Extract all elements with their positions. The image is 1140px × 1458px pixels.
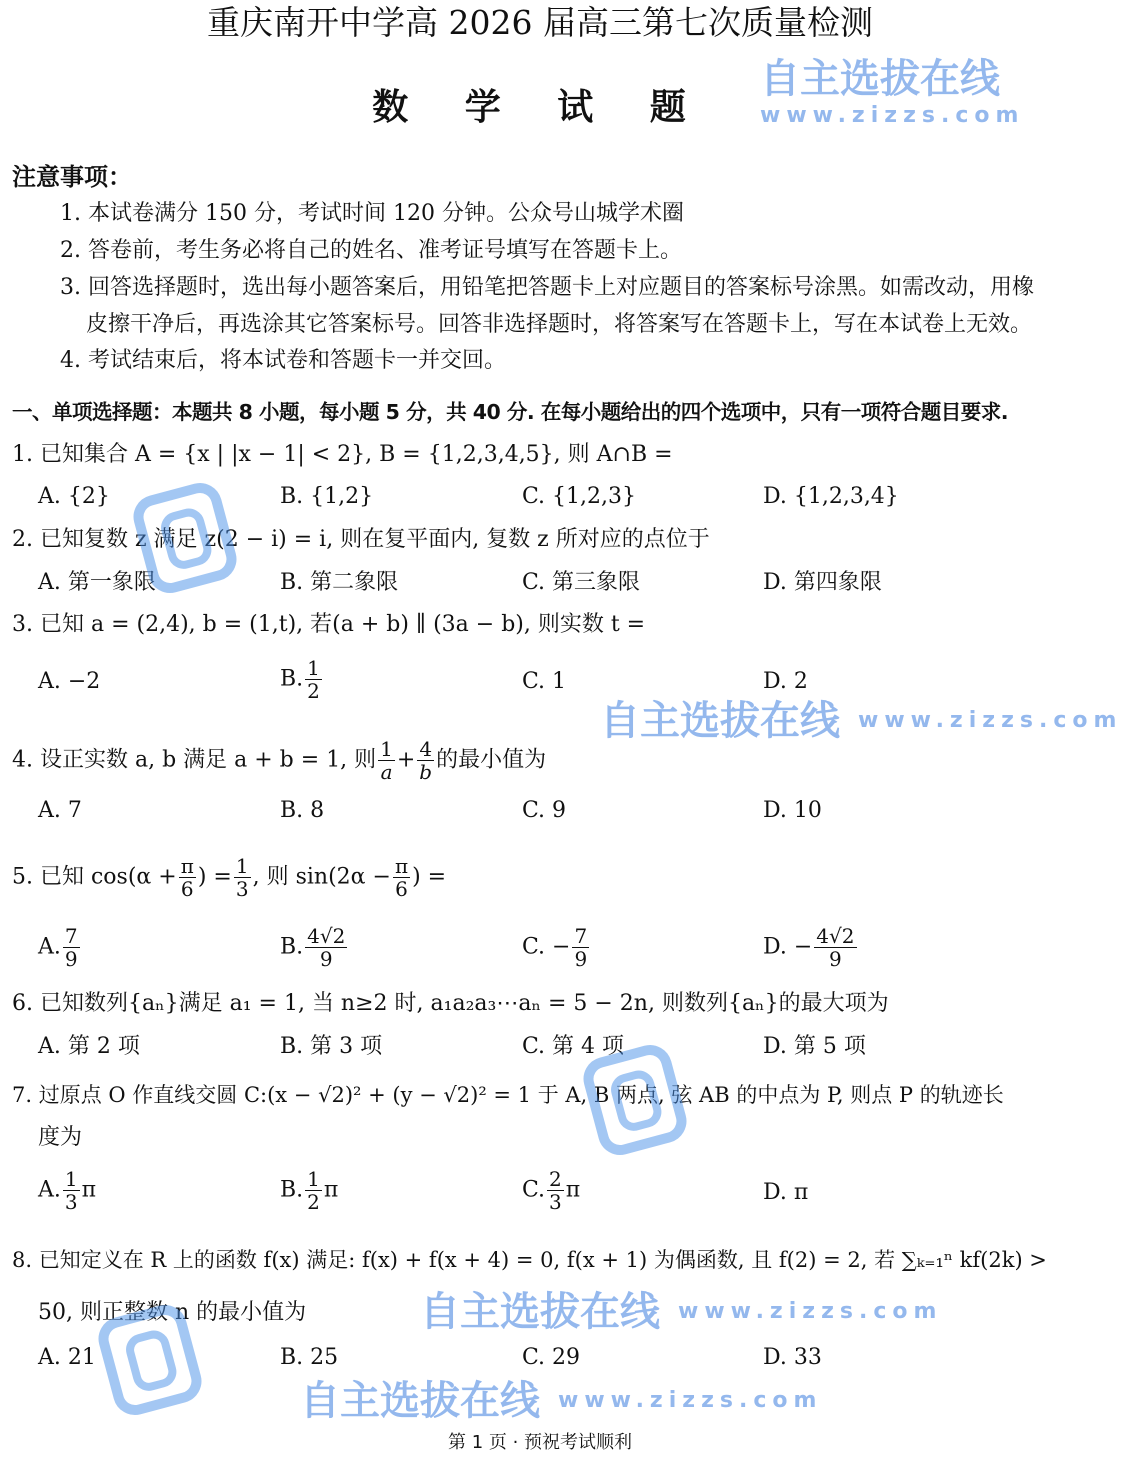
denominator: 3 — [64, 1190, 78, 1214]
fraction — [63, 1168, 80, 1213]
denominator: 6 — [180, 877, 194, 901]
notice-item: 皮擦干净后，再选涂其它答案标号。回答非选择题时，将答案写在答题卡上，写在本试卷上无效。 — [86, 312, 1033, 337]
watermark-url: www.zizzs.com — [858, 708, 1123, 733]
sign: − — [552, 934, 571, 960]
question-5 — [12, 855, 446, 900]
option-label: A. — [38, 934, 61, 960]
stem-text: ) = — [197, 864, 232, 890]
fraction — [305, 657, 322, 702]
option-c: C. 第三象限 — [522, 570, 641, 595]
option-a — [38, 1168, 96, 1213]
notice-item: 2. 答卷前，考生务必将自己的姓名、准考证号填写在答题卡上。 — [60, 238, 682, 263]
fraction — [378, 738, 395, 783]
denominator: 9 — [319, 947, 333, 971]
option-c — [522, 1168, 580, 1213]
stem-text: 5. 已知 cos(α + — [12, 864, 177, 890]
question-2: 2. 已知复数 z 满足 z(2 − i) = i, 则在复平面内, 复数 z 所对应的点位于 — [12, 527, 710, 552]
denominator: a — [380, 760, 393, 784]
option-c — [522, 925, 591, 970]
watermark-text: 自主选拔在线 — [420, 1289, 660, 1335]
notice-heading: 注意事项： — [12, 163, 132, 191]
option-b: B. 8 — [280, 798, 325, 823]
option-d: D. 第四象限 — [763, 570, 882, 595]
watermark-text: 自主选拔在线 — [600, 698, 840, 744]
page-footer: 第 1 页 · 预祝考试顺利 — [447, 1432, 633, 1453]
option-c: C. 29 — [522, 1345, 581, 1370]
watermark — [760, 56, 1024, 130]
operator: + — [396, 747, 416, 773]
question-7: 7. 过原点 O 作直线交圆 C:(x − √2)² + (y − √2)² = 1 于 A, B 两点, 弦 AB 的中点为 P, 则点 P 的轨迹长 — [12, 1083, 1004, 1107]
option-d: D. 33 — [763, 1345, 822, 1370]
denominator: b — [419, 760, 433, 784]
option-a: A. 第 2 项 — [38, 1034, 140, 1059]
numerator: 1 — [235, 854, 249, 878]
option-b: B. 第 3 项 — [280, 1034, 383, 1059]
numerator: 7 — [574, 924, 588, 948]
option-c: C. 1 — [522, 669, 567, 694]
option-a: A. 7 — [38, 798, 82, 823]
option-d: D. {1,2,3,4} — [763, 484, 899, 509]
option-b: B. 25 — [280, 1345, 339, 1370]
numerator: 1 — [307, 656, 320, 680]
question-1: 1. 已知集合 A = {x | |x − 1| < 2}, B = {1,2,3,4,5}, 则 A∩B = — [12, 442, 673, 467]
watermark — [420, 1289, 960, 1335]
option-d: D. 10 — [763, 798, 822, 823]
numerator: π — [394, 854, 409, 878]
option-d: D. π — [763, 1180, 809, 1205]
pi: π — [565, 1177, 581, 1203]
option-a: A. 第一象限 — [38, 570, 156, 595]
fraction — [814, 925, 856, 970]
fraction — [305, 925, 347, 970]
stem-text: ) = — [412, 864, 447, 890]
watermark — [600, 698, 1140, 744]
denominator: 2 — [307, 1190, 320, 1214]
denominator: 9 — [574, 947, 588, 971]
numerator: 1 — [307, 1167, 320, 1191]
denominator: 6 — [395, 877, 408, 901]
denominator: 3 — [235, 877, 249, 901]
sign: − — [793, 934, 813, 960]
watermark-text: 自主选拔在线 — [300, 1378, 540, 1424]
denominator: 2 — [307, 679, 320, 703]
fraction — [393, 855, 410, 900]
option-d — [763, 925, 859, 970]
subject-title: 数 学 试 题 — [372, 86, 708, 128]
option-c: C. 9 — [522, 798, 567, 823]
denominator: 9 — [829, 947, 842, 971]
numerator: 4√2 — [307, 924, 346, 948]
pi: π — [323, 1177, 339, 1203]
question-7-cont: 度为 — [38, 1125, 83, 1150]
notice-item: 4. 考试结束后，将本试卷和答题卡一并交回。 — [60, 348, 506, 373]
fraction — [179, 855, 196, 900]
fraction — [305, 1168, 322, 1213]
section-heading: 一、单项选择题：本题共 8 小题，每小题 5 分，共 40 分. 在每小题给出的四个选项中，只有一项符合题目要求. — [12, 400, 1009, 424]
option-label: B. — [280, 1177, 304, 1203]
option-b — [280, 925, 349, 970]
watermark-url: www.zizzs.com — [558, 1388, 823, 1413]
numerator: 1 — [64, 1167, 78, 1191]
option-label: C. — [522, 1177, 546, 1203]
question-8-cont: 50, 则正整数 n 的最小值为 — [38, 1300, 307, 1325]
option-c: C. {1,2,3} — [522, 484, 637, 509]
numerator: 7 — [64, 924, 78, 948]
fraction — [63, 925, 80, 970]
watermark-text: 自主选拔在线 — [760, 56, 1000, 102]
option-label: B. — [280, 934, 304, 960]
question-8: 8. 已知定义在 R 上的函数 f(x) 满足: f(x) + f(x + 4) = 0, f(x + 1) 为偶函数, 且 f(2) = 2, 若 ∑ₖ₌₁ⁿ kf(2k) > — [12, 1248, 1047, 1272]
stem-text: , 则 sin(2α − — [252, 864, 391, 890]
option-c: C. 第 4 项 — [522, 1034, 625, 1059]
notice-item: 3. 回答选择题时，选出每小题答案后，用铅笔把答题卡上对应题目的答案标号涂黑。如需改动，用橡 — [60, 275, 1034, 300]
numerator: 1 — [380, 737, 393, 761]
option-d: D. 第 5 项 — [763, 1034, 866, 1059]
watermark-url: www.zizzs.com — [760, 103, 1025, 128]
denominator: 3 — [549, 1190, 562, 1214]
exam-title: 重庆南开中学高 2026 届高三第七次质量检测 — [207, 3, 873, 42]
question-4 — [12, 738, 546, 783]
watermark-logo-icon — [579, 1040, 692, 1160]
option-b: B. 第二象限 — [280, 570, 399, 595]
fraction — [547, 1168, 564, 1213]
option-b — [280, 1168, 338, 1213]
option-label: B. — [280, 666, 304, 692]
option-label: A. — [38, 1177, 61, 1203]
option-a: A. {2} — [38, 484, 110, 509]
question-3: 3. 已知 a = (2,4), b = (1,t), 若(a + b) ∥ (3a − b), 则实数 t = — [12, 612, 646, 637]
pi: π — [81, 1177, 97, 1203]
option-a — [38, 925, 82, 970]
option-b: B. {1,2} — [280, 484, 374, 509]
stem-text: 的最小值为 — [436, 747, 547, 773]
fraction — [572, 925, 589, 970]
watermark-url: www.zizzs.com — [678, 1299, 943, 1324]
numerator: 2 — [549, 1167, 562, 1191]
option-b — [280, 657, 324, 702]
stem-text: 4. 设正实数 a, b 满足 a + b = 1, 则 — [12, 747, 377, 773]
question-6: 6. 已知数列{aₙ}满足 a₁ = 1, 当 n≥2 时, a₁a₂a₃⋯aₙ = 5 − 2n, 则数列{aₙ}的最大项为 — [12, 991, 889, 1016]
option-a: A. −2 — [38, 669, 101, 694]
numerator: 4 — [419, 737, 433, 761]
numerator: π — [180, 854, 194, 878]
fraction — [234, 855, 251, 900]
option-label: C. — [522, 934, 546, 960]
option-label: D. — [763, 934, 787, 960]
option-a: A. 21 — [38, 1345, 96, 1370]
fraction — [417, 738, 434, 783]
numerator: 4√2 — [816, 924, 855, 948]
denominator: 9 — [64, 947, 78, 971]
option-d: D. 2 — [763, 669, 808, 694]
watermark — [300, 1378, 840, 1424]
notice-item: 1. 本试卷满分 150 分，考试时间 120 分钟。公众号山城学术圈 — [60, 201, 684, 226]
